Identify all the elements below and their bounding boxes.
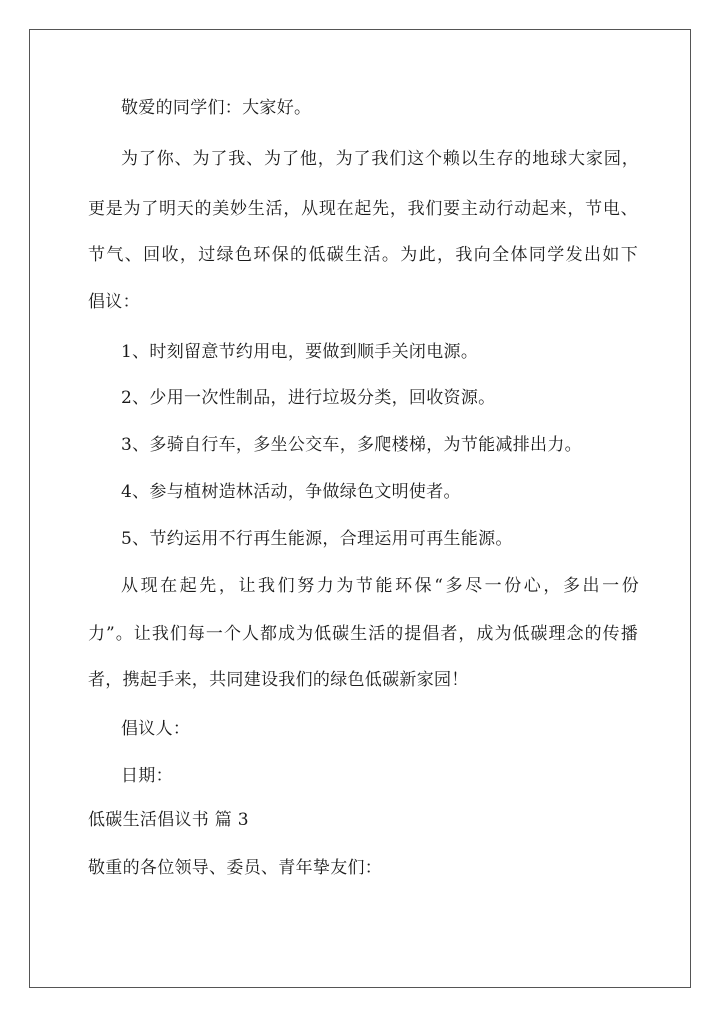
paragraph-1-line-3: 节气、回收，过绿色环保的低碳生活。为此，我向全体同学发出如下 [88, 245, 638, 265]
proposer-label: 倡议人： [121, 719, 191, 739]
proposal-item-1: 1、时刻留意节约用电，要做到顺手关闭电源。 [121, 342, 479, 362]
proposal-item-5: 5、节约运用不行再生能源，合理运用可再生能源。 [121, 529, 513, 549]
date-label: 日期： [121, 766, 173, 786]
greeting-line: 敬爱的同学们：大家好。 [121, 98, 312, 118]
closing-paragraph-line-3: 者，携起手来，共同建设我们的绿色低碳新家园！ [88, 670, 469, 690]
section-heading: 低碳生活倡议书 篇 3 [88, 810, 249, 830]
salutation-line: 敬重的各位领导、委员、青年挚友们： [88, 858, 383, 878]
paragraph-1-line-1: 为了你、为了我、为了他，为了我们这个赖以生存的地球大家园， [121, 149, 639, 169]
closing-paragraph-line-1: 从现在起先，让我们努力为节能环保“多尽一份心，多出一份 [121, 576, 639, 596]
paragraph-1-line-4: 倡议： [88, 292, 140, 312]
paragraph-1-line-2: 更是为了明天的美妙生活，从现在起先，我们要主动行动起来，节电、 [88, 199, 638, 219]
page-border [29, 29, 691, 988]
proposal-item-3: 3、多骑自行车，多坐公交车，多爬楼梯，为节能减排出力。 [121, 435, 582, 455]
proposal-item-2: 2、少用一次性制品，进行垃圾分类，回收资源。 [121, 388, 496, 408]
proposal-item-4: 4、参与植树造林活动，争做绿色文明使者。 [121, 482, 461, 502]
closing-paragraph-line-2: 力”。让我们每一个人都成为低碳生活的提倡者，成为低碳理念的传播 [88, 624, 638, 644]
